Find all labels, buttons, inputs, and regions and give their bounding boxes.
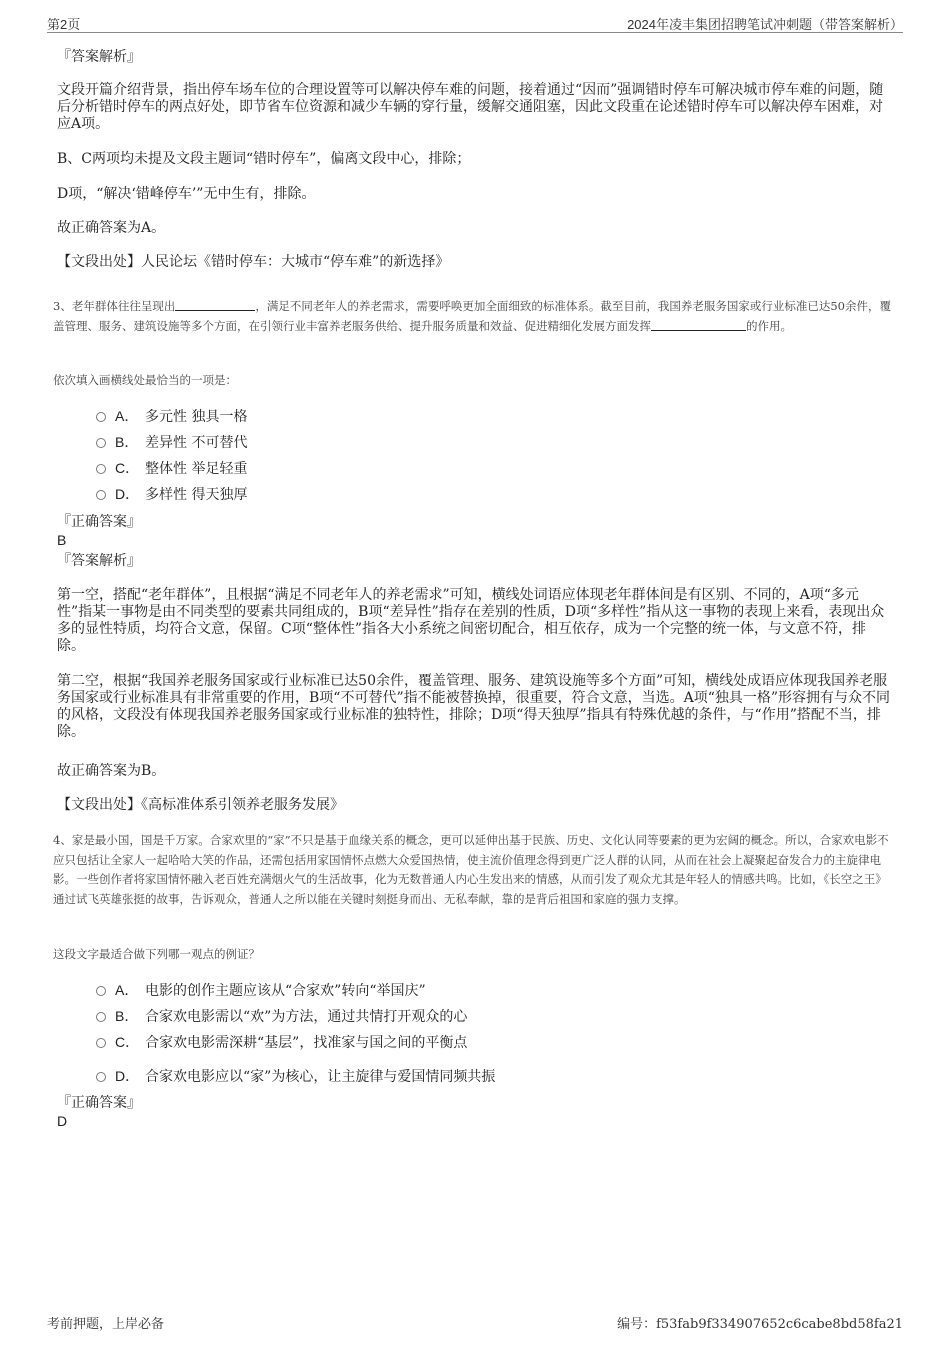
q3-prompt: 依次填入画横线处最恰当的一项是： xyxy=(53,373,237,387)
radio-icon[interactable] xyxy=(96,438,106,448)
document-code: 编号：f53fab9f334907652c6cabe8bd58fa21 xyxy=(617,1317,903,1332)
q2-analysis-paragraph-1: 文段开篇介绍背景，指出停车场车位的合理设置等可以解决停车难的问题，接着通过“因而”强调错时停车可解决城市停车难的问题，随后分析错时停车的两点好处，即节省车位资源和减少车辆的穿行量，缓解交通阻塞，因此文段重在论述错时停车可以解决停车困难，对应A项。 xyxy=(57,82,884,132)
radio-icon[interactable] xyxy=(96,1072,106,1082)
radio-icon[interactable] xyxy=(96,412,106,422)
q3-analysis-conclusion: 故正确答案为B。 xyxy=(57,763,166,779)
page-number: 第2页 xyxy=(47,17,81,32)
radio-icon[interactable] xyxy=(96,490,106,500)
q4-option-c-letter: C． xyxy=(115,1034,140,1050)
q3-option-a-letter: A． xyxy=(115,408,139,424)
q2-source: 【文段出处】人民论坛《错时停车：大城市“停车难”的新选择》 xyxy=(57,254,450,270)
radio-icon[interactable] xyxy=(96,1038,106,1048)
q3-option-d-text: 多样性 得天独厚 xyxy=(145,487,248,503)
q4-option-d[interactable] xyxy=(96,1067,495,1085)
q4-answer-label: 『正确答案』 xyxy=(57,1095,141,1111)
page-header xyxy=(47,12,903,33)
radio-icon[interactable] xyxy=(96,464,106,474)
q3-blank-1 xyxy=(175,298,255,311)
q3-option-b[interactable] xyxy=(96,433,247,451)
q3-answer-label: 『正确答案』 xyxy=(57,514,141,530)
radio-icon[interactable] xyxy=(96,986,106,996)
q3-option-d[interactable] xyxy=(96,485,247,503)
q2-analysis-conclusion: 故正确答案为A。 xyxy=(57,220,166,236)
q3-option-d-letter: D． xyxy=(115,486,140,502)
q3-stem-part-3: 的作用。 xyxy=(746,318,792,333)
q4-option-c-text: 合家欢电影需深耕“基层”，找准家与国之间的平衡点 xyxy=(145,1035,468,1051)
radio-icon[interactable] xyxy=(96,1012,106,1022)
q4-option-b-text: 合家欢电影需以“欢”为方法，通过共情打开观众的心 xyxy=(145,1009,468,1025)
q4-option-b-letter: B． xyxy=(115,1008,139,1024)
q4-stem: 4、家是最小国，国是千万家。合家欢里的“家”不只是基于血缘关系的概念，更可以延伸出基于民族、历史、文化认同等要素的更为宏阔的概念。所以，合家欢电影不应只包括让全家人一起哈哈大笑的作品，还需包括用家国情怀点燃大众爱国热情，使主流价值理念得到更广泛人群的认同，从而在社会上凝聚起奋发合力的主旋律电影。一些创作者将家国情怀融入老百姓充满烟火气的生活故事，化为无数普通人内心生发出来的情感，从而引发了观众尤其是年轻人的情感共鸣。比如，《长空之王》通过试飞英雄张挺的故事，告诉观众，普通人之所以能在关键时刻挺身而出、无私奉献，靠的是背后祖国和家庭的强力支撑。 xyxy=(53,833,889,906)
q3-analysis-paragraph-1: 第一空，搭配“老年群体”，且根据“满足不同老年人的养老需求”可知，横线处词语应体现老年群体间是有区别、不同的，A项“多元性”指某一事物是由不同类型的要素共同组成的，B项“差异性”指存在差别的性质，D项“多样性”指从这一事物的表现上来看，表现出众多的显性特质，均符合文意，保留。C项“整体性”指各大小系统之间密切配合，相互依存，成为一个完整的统一体，与文意不符，排除。 xyxy=(57,587,885,654)
q3-option-c[interactable] xyxy=(96,459,247,477)
q4-option-a-letter: A． xyxy=(115,982,139,998)
q3-stem xyxy=(53,297,898,336)
q3-answer: B xyxy=(57,532,67,548)
q3-option-c-text: 整体性 举足轻重 xyxy=(145,461,248,477)
q4-option-c[interactable] xyxy=(96,1033,467,1051)
q4-option-b[interactable] xyxy=(96,1007,467,1025)
q2-analysis-label: 『答案解析』 xyxy=(57,49,141,65)
q4-option-d-text: 合家欢电影应以“家”为核心，让主旋律与爱国情同频共振 xyxy=(145,1069,496,1085)
document-title: 2024年凌丰集团招聘笔试冲刺题（带答案解析） xyxy=(627,17,903,32)
q3-option-c-letter: C． xyxy=(115,460,140,476)
footer-slogan: 考前押题，上岸必备 xyxy=(47,1317,165,1332)
q3-blank-2 xyxy=(651,318,746,331)
q3-stem-part-2: ，满足不同老年人的养老需求，需要呼唤更加全面细致的标准体系。截至目前，我国养老服务国家或行业标准已达50余件，覆盖管理、服务、建筑设施等多个方面，在引领行业丰富养老服务供给、提升服务质量和效益、促进精细化发展方面发挥 xyxy=(53,299,891,333)
q4-answer: D xyxy=(57,1113,68,1129)
q3-option-b-letter: B． xyxy=(115,434,139,450)
q4-option-d-letter: D． xyxy=(115,1068,140,1084)
q4-option-a[interactable] xyxy=(96,981,426,999)
q3-source: 【文段出处】《高标准体系引领养老服务发展》 xyxy=(57,797,344,813)
q3-analysis-paragraph-2: 第二空，根据“我国养老服务国家或行业标准已达50余件，覆盖管理、服务、建筑设施等多个方面”可知，横线处成语应体现我国养老服务国家或行业标准具有非常重要的作用，B项“不可替代”指不能被替换掉，很重要，符合文意，当选。A项“独具一格”形容拥有与众不同的风格，文段没有体现我国养老服务国家或行业标准的独特性，排除；D项“得天独厚”指具有特殊优越的条件，与“作用”搭配不当，排除。 xyxy=(57,673,891,740)
q4-option-a-text: 电影的创作主题应该从“合家欢”转向“举国庆” xyxy=(145,983,426,999)
q3-stem-part-1: 3、老年群体往往呈现出 xyxy=(53,299,176,313)
q3-option-a[interactable] xyxy=(96,407,247,425)
q3-option-a-text: 多元性 独具一格 xyxy=(145,409,248,425)
q4-prompt: 这段文字最适合做下列哪一观点的例证？ xyxy=(53,947,260,961)
q2-analysis-paragraph-2: B、C两项均未提及文段主题词“错时停车”，偏离文段中心，排除； xyxy=(57,151,471,167)
q3-option-b-text: 差异性 不可替代 xyxy=(145,435,248,451)
q3-analysis-label: 『答案解析』 xyxy=(57,553,141,569)
q2-analysis-paragraph-3: D项，“解决‘错峰停车’”无中生有，排除。 xyxy=(57,186,316,202)
